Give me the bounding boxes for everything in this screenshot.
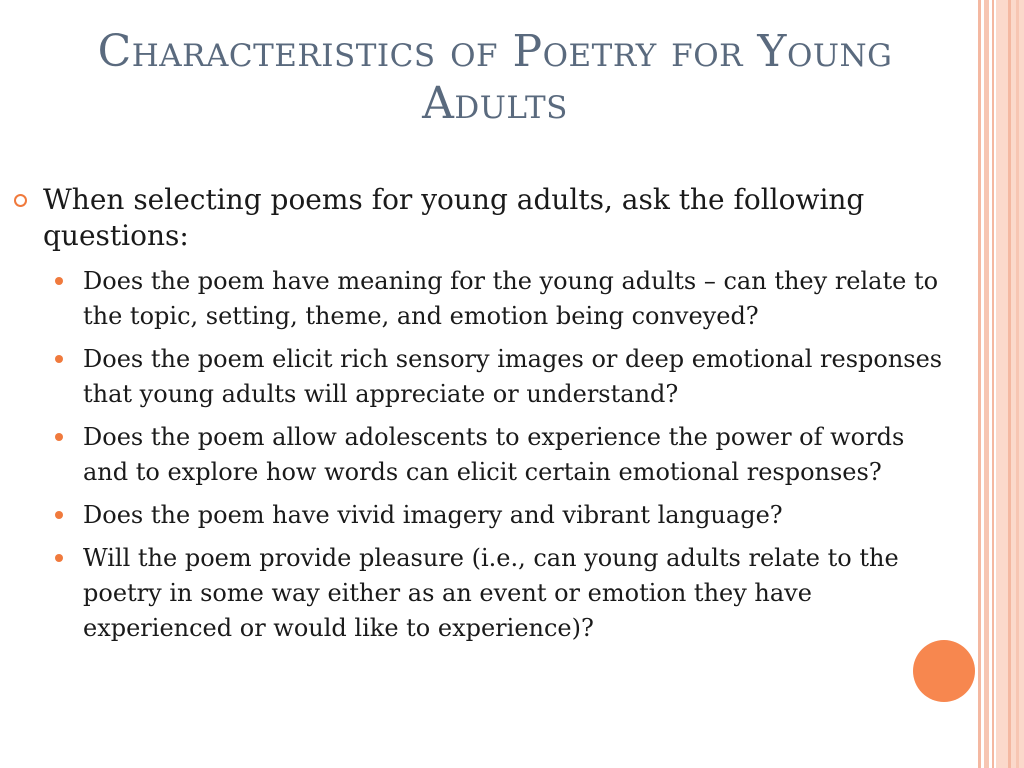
decorative-stripe: [1016, 0, 1019, 768]
decorative-circle: [913, 640, 975, 702]
dot-bullet-icon: [55, 554, 63, 562]
dot-bullet-icon: [55, 355, 63, 363]
hollow-circle-bullet-icon: [14, 194, 27, 207]
decorative-stripe: [984, 0, 989, 768]
dot-bullet-icon: [55, 433, 63, 441]
slide-title: Characteristics of Poetry for Young Adults: [97, 26, 893, 129]
question-item: [0, 342, 970, 412]
question-item: [0, 541, 970, 646]
question-item: [0, 498, 970, 533]
bullet-item-intro: [0, 182, 970, 254]
dot-bullet-icon: [55, 511, 63, 519]
question-text: Does the poem allow adolescents to experience the power of words and to explore how words can elicit certain emotional responses?: [83, 423, 905, 486]
decorative-stripe: [978, 0, 981, 768]
question-item: [0, 264, 970, 334]
decorative-stripe: [992, 0, 994, 768]
question-text: Will the poem provide pleasure (i.e., can young adults relate to the poetry in some way either as an event or emotion they have experienced or would like to experience)?: [83, 544, 899, 642]
question-text: Does the poem have meaning for the young adults – can they relate to the topic, setting, theme, and emotion being conveyed?: [83, 267, 939, 330]
slide-body: [0, 182, 970, 654]
question-text: Does the poem have vivid imagery and vibrant language?: [83, 501, 783, 529]
intro-text: When selecting poems for young adults, ask the following questions:: [43, 183, 865, 252]
question-item: [0, 420, 970, 490]
dot-bullet-icon: [55, 277, 63, 285]
question-text: Does the poem elicit rich sensory images or deep emotional responses that young adults will appreciate or understand?: [83, 345, 943, 408]
decorative-stripe: [1008, 0, 1011, 768]
